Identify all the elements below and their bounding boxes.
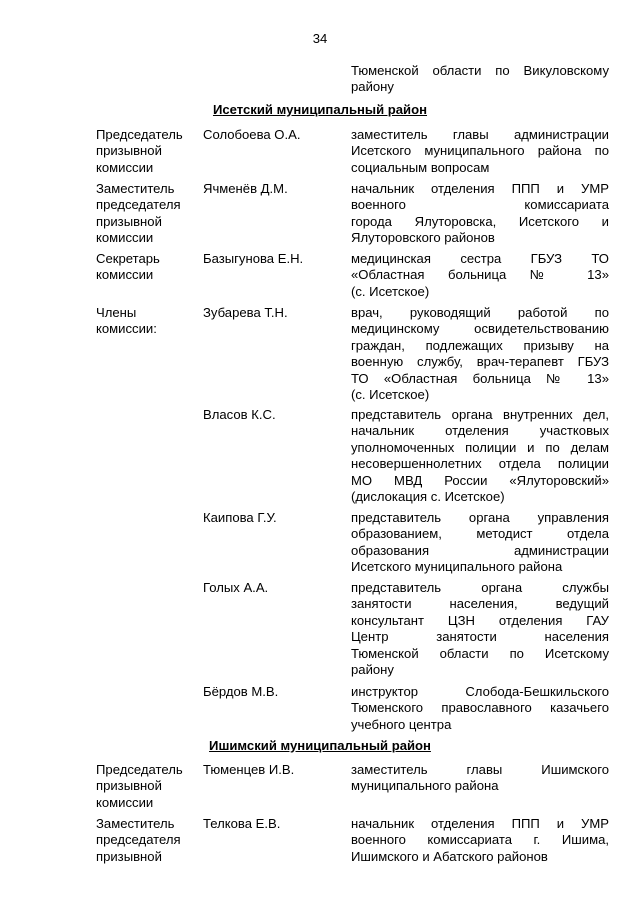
member-duty: врач, руководящий работой по медицинскому освидетельствованию граждан, подлежащих призыву на военную службу, врач-терапевт ГБУЗ ТО «Областная больница № 13» (с. Исетское) [351,305,609,403]
section-heading: Исетский муниципальный район [212,102,428,117]
member-name: Зубарева Т.Н. [203,305,288,320]
continuation-line: Тюменской области по Викуловскому [351,63,609,78]
member-name: Каипова Г.У. [203,510,277,525]
member-name: Голых А.А. [203,580,269,595]
member-duty: представитель органа внутренних дел, начальник отделения участковых уполномоченных полиции и по делам несовершеннолетних отдела полиции МО МВД России «Ялуторовский» (дислокация с. Исетское) [351,407,609,505]
member-role: Члены комиссии: [96,305,157,337]
member-duty: заместитель главы Ишимского муниципального района [351,762,609,794]
member-role: Секретарь комиссии [96,251,160,283]
continuation-text [351,63,609,96]
member-name: Телкова Е.В. [203,816,281,831]
continuation-line: району [351,79,394,95]
member-duty: инструктор Слобода-Бешкильского Тюменского православного казачьего учебного центра [351,684,609,732]
section-heading: Ишимский муниципальный район [209,738,431,753]
member-duty: медицинская сестра ГБУЗ ТО «Областная больница № 13» (с. Исетское) [351,251,609,299]
member-name: Бёрдов М.В. [203,684,279,699]
member-role: Председатель призывной комиссии [96,127,183,175]
member-duty: представитель органа службы занятости населения, ведущий консультант ЦЗН отделения ГАУ Центр занятости населения Тюменской области по Исетскому району [351,580,609,678]
page-number: 34 [312,31,328,46]
member-duty: представитель органа управления образованием, методист отдела образования администрации Исетского муниципального района [351,510,609,575]
member-name: Базыгунова Е.Н. [203,251,304,266]
member-name: Власов К.С. [203,407,276,422]
member-duty: начальник отделения ППП и УМР военного комиссариата города Ялуторовска, Исетского и Ялуторовского районов [351,181,609,246]
member-name: Солобоева О.А. [203,127,301,142]
member-duty: начальник отделения ППП и УМР военного комиссариата г. Ишима, Ишимского и Абатского районов [351,816,609,864]
member-name: Ячменёв Д.М. [203,181,288,196]
member-role: Председатель призывной комиссии [96,762,183,810]
member-name: Тюменцев И.В. [203,762,295,777]
member-role: Заместитель председателя призывной комиссии [96,181,181,246]
member-role: Заместитель председателя призывной [96,816,181,864]
member-duty: заместитель главы администрации Исетского муниципального района по социальным вопросам [351,127,609,175]
